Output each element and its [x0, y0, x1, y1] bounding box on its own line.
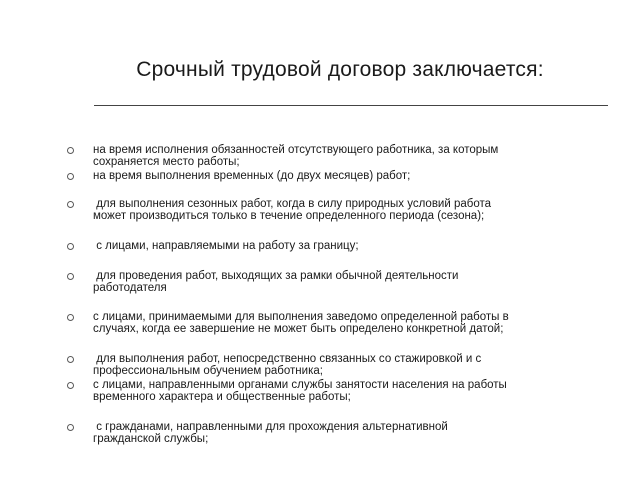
list-item-text: с гражданами, направленными для прохождения альтернативной — [93, 421, 448, 433]
bullet-icon — [67, 243, 74, 250]
list-item-text: работодателя — [93, 282, 167, 294]
list-item-text: гражданской службы; — [93, 433, 209, 445]
bullet-icon — [67, 173, 74, 180]
bullet-icon — [67, 382, 74, 389]
bullet-icon — [67, 273, 74, 280]
list-item-text: с лицами, направленными органами службы занятости населения на работы — [93, 379, 507, 391]
list-item-text: сохраняется место работы; — [93, 156, 240, 168]
list-item-text: для выполнения работ, непосредственно связанных со стажировкой и с — [93, 353, 482, 365]
slide-title: Срочный трудовой договор заключается: — [136, 58, 544, 81]
list-item-text: на время исполнения обязанностей отсутствующего работника, за которым — [93, 144, 499, 156]
bullet-icon — [67, 201, 74, 208]
list-item-text: с лицами, направляемыми на работу за границу; — [93, 240, 359, 252]
list-item-text: временного характера и общественные работы; — [93, 391, 351, 403]
bullet-icon — [67, 424, 74, 431]
bullet-icon — [67, 314, 74, 321]
bullet-icon — [67, 147, 74, 154]
list-item-text: профессиональным обучением работника; — [93, 365, 323, 377]
list-item-text: на время выполнения временных (до двух месяцев) работ; — [93, 170, 411, 182]
list-item-text: с лицами, принимаемыми для выполнения заведомо определенной работы в — [93, 311, 509, 323]
list-item-text: может производиться только в течение определенного периода (сезона); — [93, 210, 485, 222]
list-item-text: для выполнения сезонных работ, когда в силу природных условий работа — [93, 198, 492, 210]
bullet-icon — [67, 356, 74, 363]
list-item-text: для проведения работ, выходящих за рамки обычной деятельности — [93, 270, 459, 282]
list-item-text: случаях, когда ее завершение не может быть определено конкретной датой; — [93, 323, 504, 335]
